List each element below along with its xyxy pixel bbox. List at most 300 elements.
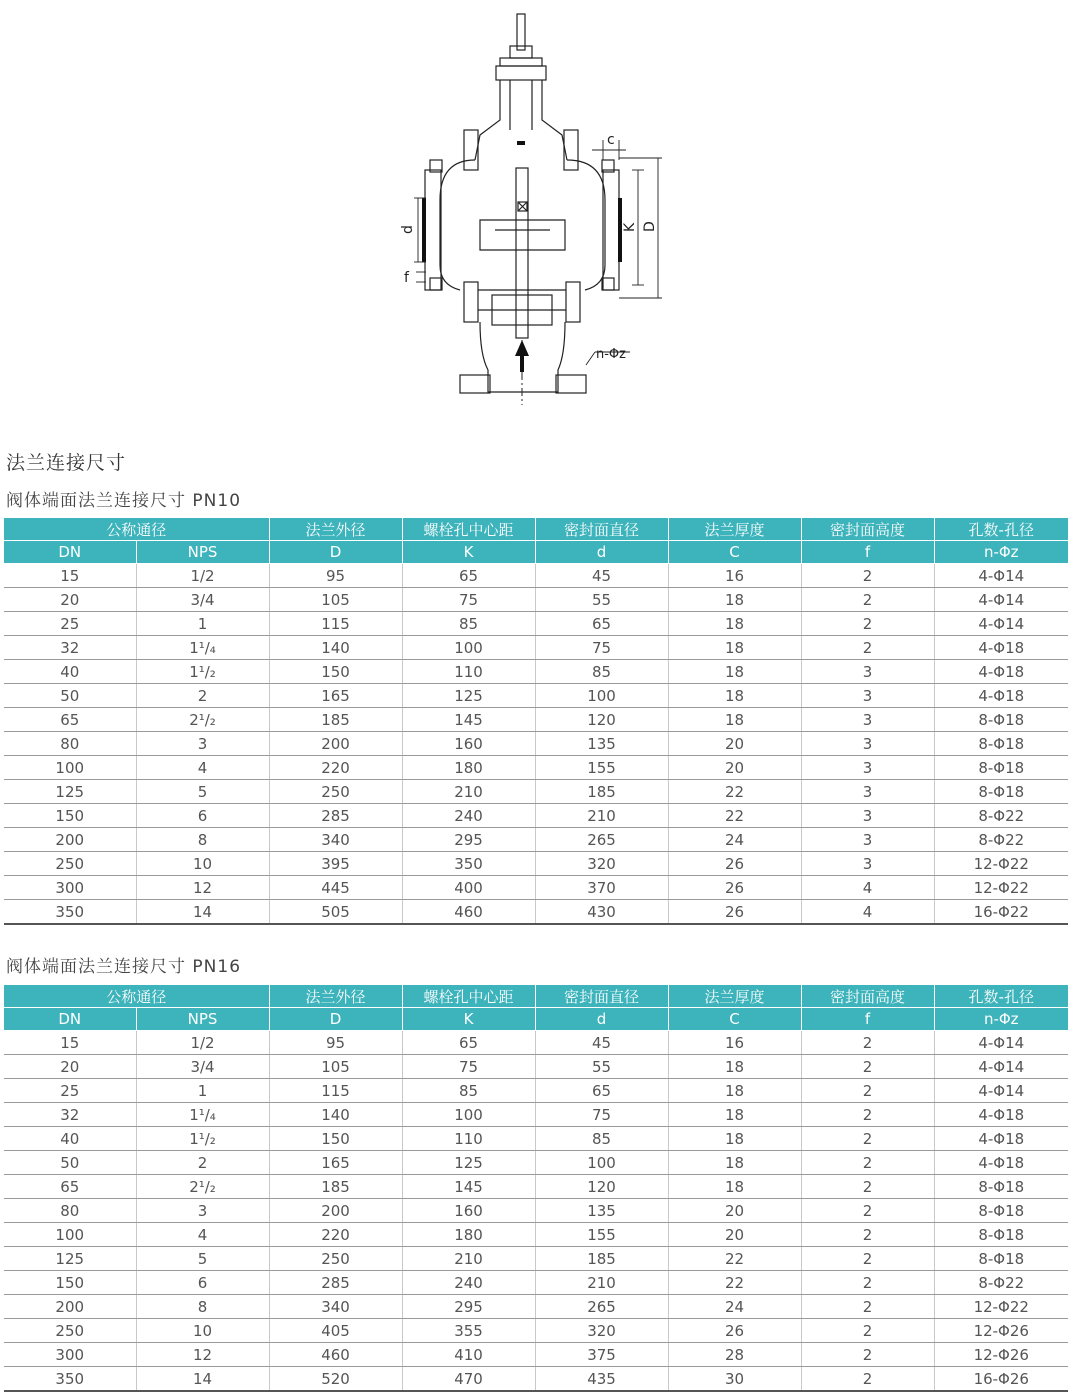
cell-dn: 80 xyxy=(4,1199,136,1223)
cell-flange-od: 105 xyxy=(269,1055,402,1079)
cell-holes: 8-Φ18 xyxy=(934,1199,1068,1223)
subheader-dn: DN xyxy=(4,541,136,564)
cell-bolt-circle: 125 xyxy=(402,1151,535,1175)
cell-dn: 250 xyxy=(4,852,136,876)
cell-dn: 80 xyxy=(4,732,136,756)
cell-flange-od: 285 xyxy=(269,1271,402,1295)
cell-seal-height: 2 xyxy=(801,1343,934,1367)
table-row xyxy=(4,1055,1068,1079)
subheader-k: K xyxy=(402,1008,535,1031)
table-row xyxy=(4,1031,1068,1055)
cell-seal-diameter: 100 xyxy=(535,1151,668,1175)
cell-flange-od: 285 xyxy=(269,804,402,828)
cell-seal-diameter: 75 xyxy=(535,636,668,660)
cell-holes: 12-Φ22 xyxy=(934,876,1068,900)
cell-flange-od: 340 xyxy=(269,1295,402,1319)
header-seal-diameter: 密封面直径 xyxy=(535,518,668,541)
cell-bolt-circle: 85 xyxy=(402,612,535,636)
cell-nps: 2 xyxy=(136,684,269,708)
cell-seal-diameter: 85 xyxy=(535,1127,668,1151)
cell-seal-diameter: 185 xyxy=(535,780,668,804)
cell-nps: 4 xyxy=(136,1223,269,1247)
cell-seal-diameter: 75 xyxy=(535,1103,668,1127)
section-title: 法兰连接尺寸 xyxy=(6,452,127,474)
cell-holes: 4-Φ14 xyxy=(934,1031,1068,1055)
cell-seal-height: 4 xyxy=(801,876,934,900)
table-row xyxy=(4,1223,1068,1247)
cell-bolt-circle: 295 xyxy=(402,828,535,852)
cell-seal-diameter: 210 xyxy=(535,1271,668,1295)
cell-bolt-circle: 160 xyxy=(402,732,535,756)
cell-holes: 16-Φ26 xyxy=(934,1367,1068,1392)
cell-dn: 350 xyxy=(4,900,136,925)
cell-seal-diameter: 155 xyxy=(535,756,668,780)
cell-nps: 14 xyxy=(136,900,269,925)
cell-bolt-circle: 350 xyxy=(402,852,535,876)
cell-flange-thickness: 20 xyxy=(668,1199,801,1223)
header-flange-thickness: 法兰厚度 xyxy=(668,985,801,1008)
cell-flange-thickness: 18 xyxy=(668,1175,801,1199)
cell-dn: 65 xyxy=(4,1175,136,1199)
cell-flange-thickness: 18 xyxy=(668,1079,801,1103)
cell-nps: 2¹/₂ xyxy=(136,1175,269,1199)
cell-dn: 200 xyxy=(4,828,136,852)
cell-flange-od: 150 xyxy=(269,1127,402,1151)
table-row xyxy=(4,1199,1068,1223)
header-nominal-diameter: 公称通径 xyxy=(4,518,269,541)
subheader-d-outer: D xyxy=(269,1008,402,1031)
cell-flange-od: 445 xyxy=(269,876,402,900)
cell-holes: 8-Φ18 xyxy=(934,732,1068,756)
cell-holes: 4-Φ18 xyxy=(934,1151,1068,1175)
subheader-n-phi-z: n-Φz xyxy=(934,541,1068,564)
subheader-c: C xyxy=(668,1008,801,1031)
cell-seal-diameter: 120 xyxy=(535,1175,668,1199)
cell-seal-diameter: 55 xyxy=(535,1055,668,1079)
cell-seal-diameter: 320 xyxy=(535,1319,668,1343)
cell-holes: 4-Φ14 xyxy=(934,1079,1068,1103)
cell-dn: 250 xyxy=(4,1319,136,1343)
cell-seal-diameter: 370 xyxy=(535,876,668,900)
cell-bolt-circle: 295 xyxy=(402,1295,535,1319)
table-row xyxy=(4,1127,1068,1151)
cell-holes: 4-Φ14 xyxy=(934,588,1068,612)
cell-holes: 8-Φ18 xyxy=(934,1223,1068,1247)
cell-seal-height: 3 xyxy=(801,732,934,756)
table-row xyxy=(4,852,1068,876)
subheader-k: K xyxy=(402,541,535,564)
cell-holes: 8-Φ18 xyxy=(934,756,1068,780)
header-flange-od: 法兰外径 xyxy=(269,985,402,1008)
cell-flange-thickness: 18 xyxy=(668,660,801,684)
cell-holes: 8-Φ22 xyxy=(934,804,1068,828)
cell-holes: 12-Φ22 xyxy=(934,852,1068,876)
flange-table-pn16 xyxy=(4,985,1068,1392)
cell-nps: 8 xyxy=(136,828,269,852)
subheader-f: f xyxy=(801,1008,934,1031)
cell-holes: 12-Φ26 xyxy=(934,1343,1068,1367)
cell-flange-od: 220 xyxy=(269,1223,402,1247)
dim-label-d: d xyxy=(400,225,416,234)
cell-bolt-circle: 65 xyxy=(402,1031,535,1055)
cell-seal-height: 2 xyxy=(801,1103,934,1127)
cell-nps: 3 xyxy=(136,1199,269,1223)
cell-seal-diameter: 265 xyxy=(535,1295,668,1319)
cell-flange-thickness: 24 xyxy=(668,828,801,852)
cell-dn: 20 xyxy=(4,1055,136,1079)
cell-dn: 200 xyxy=(4,1295,136,1319)
cell-bolt-circle: 180 xyxy=(402,1223,535,1247)
table-row xyxy=(4,804,1068,828)
cell-dn: 15 xyxy=(4,564,136,588)
table-row xyxy=(4,1247,1068,1271)
cell-flange-thickness: 18 xyxy=(668,708,801,732)
cell-holes: 4-Φ18 xyxy=(934,684,1068,708)
header-seal-height: 密封面高度 xyxy=(801,985,934,1008)
cell-dn: 40 xyxy=(4,660,136,684)
cell-seal-diameter: 320 xyxy=(535,852,668,876)
dim-label-f: f xyxy=(404,270,409,286)
cell-bolt-circle: 400 xyxy=(402,876,535,900)
cell-seal-height: 3 xyxy=(801,804,934,828)
cell-flange-od: 95 xyxy=(269,1031,402,1055)
cell-flange-thickness: 28 xyxy=(668,1343,801,1367)
table-row xyxy=(4,564,1068,588)
cell-flange-thickness: 26 xyxy=(668,852,801,876)
cell-holes: 4-Φ18 xyxy=(934,636,1068,660)
cell-holes: 4-Φ14 xyxy=(934,564,1068,588)
cell-holes: 4-Φ18 xyxy=(934,1127,1068,1151)
cell-seal-height: 3 xyxy=(801,828,934,852)
header-holes: 孔数-孔径 xyxy=(934,518,1068,541)
cell-seal-height: 2 xyxy=(801,1151,934,1175)
cell-bolt-circle: 210 xyxy=(402,780,535,804)
cell-bolt-circle: 355 xyxy=(402,1319,535,1343)
cell-seal-height: 2 xyxy=(801,1295,934,1319)
table-row xyxy=(4,1295,1068,1319)
cell-flange-od: 165 xyxy=(269,684,402,708)
cell-bolt-circle: 85 xyxy=(402,1079,535,1103)
cell-seal-height: 3 xyxy=(801,684,934,708)
dim-label-d-outer: D xyxy=(642,221,658,232)
cell-seal-height: 3 xyxy=(801,780,934,804)
cell-flange-thickness: 22 xyxy=(668,1247,801,1271)
table-row xyxy=(4,1175,1068,1199)
cell-bolt-circle: 110 xyxy=(402,1127,535,1151)
cell-flange-thickness: 16 xyxy=(668,564,801,588)
cell-seal-height: 3 xyxy=(801,660,934,684)
table-row xyxy=(4,636,1068,660)
table-row xyxy=(4,1271,1068,1295)
cell-dn: 40 xyxy=(4,1127,136,1151)
cell-seal-diameter: 135 xyxy=(535,732,668,756)
cell-nps: 1/2 xyxy=(136,564,269,588)
cell-dn: 100 xyxy=(4,756,136,780)
table-row xyxy=(4,780,1068,804)
cell-flange-od: 165 xyxy=(269,1151,402,1175)
cell-nps: 12 xyxy=(136,1343,269,1367)
cell-bolt-circle: 240 xyxy=(402,804,535,828)
cell-bolt-circle: 410 xyxy=(402,1343,535,1367)
header-seal-height: 密封面高度 xyxy=(801,518,934,541)
table-row xyxy=(4,900,1068,925)
cell-nps: 10 xyxy=(136,1319,269,1343)
cell-nps: 1¹/₂ xyxy=(136,660,269,684)
cell-holes: 8-Φ22 xyxy=(934,828,1068,852)
cell-flange-od: 505 xyxy=(269,900,402,925)
cell-dn: 32 xyxy=(4,636,136,660)
cell-flange-od: 340 xyxy=(269,828,402,852)
subheader-nps: NPS xyxy=(136,541,269,564)
cell-flange-od: 395 xyxy=(269,852,402,876)
cell-seal-diameter: 155 xyxy=(535,1223,668,1247)
cell-seal-height: 2 xyxy=(801,1199,934,1223)
cell-holes: 4-Φ18 xyxy=(934,660,1068,684)
dim-label-n-phi-z: n-Φz xyxy=(596,347,626,362)
valve-drawing xyxy=(400,10,680,410)
cell-flange-thickness: 26 xyxy=(668,900,801,925)
cell-bolt-circle: 100 xyxy=(402,636,535,660)
cell-dn: 300 xyxy=(4,1343,136,1367)
cell-bolt-circle: 125 xyxy=(402,684,535,708)
cell-seal-diameter: 435 xyxy=(535,1367,668,1392)
cell-flange-thickness: 20 xyxy=(668,732,801,756)
cell-flange-od: 250 xyxy=(269,780,402,804)
subheader-c: C xyxy=(668,541,801,564)
cell-nps: 2¹/₂ xyxy=(136,708,269,732)
cell-dn: 65 xyxy=(4,708,136,732)
cell-seal-height: 2 xyxy=(801,1127,934,1151)
cell-seal-height: 2 xyxy=(801,1055,934,1079)
cell-flange-od: 250 xyxy=(269,1247,402,1271)
cell-seal-height: 2 xyxy=(801,564,934,588)
cell-dn: 100 xyxy=(4,1223,136,1247)
cell-nps: 4 xyxy=(136,756,269,780)
cell-holes: 8-Φ18 xyxy=(934,1247,1068,1271)
cell-seal-height: 3 xyxy=(801,756,934,780)
cell-nps: 12 xyxy=(136,876,269,900)
cell-bolt-circle: 110 xyxy=(402,660,535,684)
cell-holes: 16-Φ22 xyxy=(934,900,1068,925)
cell-flange-thickness: 20 xyxy=(668,1223,801,1247)
header-holes: 孔数-孔径 xyxy=(934,985,1068,1008)
cell-flange-thickness: 22 xyxy=(668,1271,801,1295)
header-seal-diameter: 密封面直径 xyxy=(535,985,668,1008)
cell-seal-height: 2 xyxy=(801,1079,934,1103)
cell-flange-od: 520 xyxy=(269,1367,402,1392)
cell-seal-diameter: 45 xyxy=(535,564,668,588)
header-flange-thickness: 法兰厚度 xyxy=(668,518,801,541)
cell-holes: 4-Φ14 xyxy=(934,612,1068,636)
cell-dn: 350 xyxy=(4,1367,136,1392)
cell-dn: 50 xyxy=(4,684,136,708)
cell-flange-od: 185 xyxy=(269,1175,402,1199)
subheader-f: f xyxy=(801,541,934,564)
cell-seal-height: 2 xyxy=(801,1367,934,1392)
cell-flange-od: 115 xyxy=(269,1079,402,1103)
cell-seal-diameter: 185 xyxy=(535,1247,668,1271)
cell-holes: 8-Φ18 xyxy=(934,780,1068,804)
cell-flange-thickness: 26 xyxy=(668,876,801,900)
cell-flange-od: 140 xyxy=(269,1103,402,1127)
cell-nps: 3/4 xyxy=(136,1055,269,1079)
cell-bolt-circle: 180 xyxy=(402,756,535,780)
cell-bolt-circle: 240 xyxy=(402,1271,535,1295)
cell-seal-diameter: 45 xyxy=(535,1031,668,1055)
table-row xyxy=(4,876,1068,900)
cell-flange-thickness: 18 xyxy=(668,636,801,660)
cell-dn: 50 xyxy=(4,1151,136,1175)
cell-seal-height: 2 xyxy=(801,1175,934,1199)
cell-nps: 5 xyxy=(136,1247,269,1271)
cell-nps: 14 xyxy=(136,1367,269,1392)
cell-bolt-circle: 470 xyxy=(402,1367,535,1392)
cell-flange-thickness: 18 xyxy=(668,684,801,708)
cell-flange-od: 140 xyxy=(269,636,402,660)
table-row xyxy=(4,708,1068,732)
cell-flange-thickness: 18 xyxy=(668,588,801,612)
cell-bolt-circle: 100 xyxy=(402,1103,535,1127)
cell-seal-diameter: 85 xyxy=(535,660,668,684)
cell-flange-thickness: 22 xyxy=(668,780,801,804)
cell-seal-diameter: 55 xyxy=(535,588,668,612)
cell-dn: 125 xyxy=(4,780,136,804)
cell-flange-thickness: 18 xyxy=(668,1055,801,1079)
cell-seal-height: 2 xyxy=(801,1271,934,1295)
cell-holes: 4-Φ18 xyxy=(934,1103,1068,1127)
cell-flange-thickness: 30 xyxy=(668,1367,801,1392)
cell-seal-height: 2 xyxy=(801,588,934,612)
cell-flange-od: 115 xyxy=(269,612,402,636)
cell-bolt-circle: 145 xyxy=(402,1175,535,1199)
cell-flange-thickness: 24 xyxy=(668,1295,801,1319)
cell-nps: 6 xyxy=(136,804,269,828)
cell-flange-thickness: 18 xyxy=(668,1151,801,1175)
subheader-dn: DN xyxy=(4,1008,136,1031)
table-row xyxy=(4,1151,1068,1175)
table-row xyxy=(4,588,1068,612)
cell-bolt-circle: 65 xyxy=(402,564,535,588)
subheader-n-phi-z: n-Φz xyxy=(934,1008,1068,1031)
cell-flange-thickness: 18 xyxy=(668,1103,801,1127)
cell-nps: 1 xyxy=(136,1079,269,1103)
subheader-d: d xyxy=(535,541,668,564)
cell-nps: 1¹/₄ xyxy=(136,1103,269,1127)
cell-dn: 150 xyxy=(4,1271,136,1295)
cell-seal-diameter: 430 xyxy=(535,900,668,925)
cell-holes: 8-Φ18 xyxy=(934,1175,1068,1199)
cell-seal-height: 4 xyxy=(801,900,934,925)
table-title-pn16: 阀体端面法兰连接尺寸 PN16 xyxy=(6,957,242,977)
cell-nps: 2 xyxy=(136,1151,269,1175)
table-row xyxy=(4,1343,1068,1367)
cell-bolt-circle: 460 xyxy=(402,900,535,925)
table-row xyxy=(4,756,1068,780)
cell-nps: 1¹/₂ xyxy=(136,1127,269,1151)
cell-nps: 3/4 xyxy=(136,588,269,612)
cell-bolt-circle: 75 xyxy=(402,1055,535,1079)
cell-flange-od: 460 xyxy=(269,1343,402,1367)
table-row xyxy=(4,828,1068,852)
cell-seal-height: 2 xyxy=(801,1319,934,1343)
cell-bolt-circle: 75 xyxy=(402,588,535,612)
table-row xyxy=(4,1367,1068,1392)
cell-seal-diameter: 210 xyxy=(535,804,668,828)
cell-dn: 32 xyxy=(4,1103,136,1127)
cell-nps: 1/2 xyxy=(136,1031,269,1055)
cell-nps: 10 xyxy=(136,852,269,876)
cell-bolt-circle: 210 xyxy=(402,1247,535,1271)
header-bolt-circle: 螺栓孔中心距 xyxy=(402,985,535,1008)
table-row xyxy=(4,660,1068,684)
dim-label-k: K xyxy=(622,222,638,232)
cell-flange-od: 105 xyxy=(269,588,402,612)
cell-dn: 25 xyxy=(4,612,136,636)
cell-holes: 4-Φ14 xyxy=(934,1055,1068,1079)
cell-flange-od: 405 xyxy=(269,1319,402,1343)
cell-flange-thickness: 16 xyxy=(668,1031,801,1055)
cell-nps: 1 xyxy=(136,612,269,636)
cell-nps: 8 xyxy=(136,1295,269,1319)
cell-holes: 8-Φ18 xyxy=(934,708,1068,732)
cell-seal-diameter: 120 xyxy=(535,708,668,732)
dim-label-c: c xyxy=(607,132,615,148)
table-row xyxy=(4,1319,1068,1343)
table-title-pn10: 阀体端面法兰连接尺寸 PN10 xyxy=(6,491,242,511)
table-row xyxy=(4,612,1068,636)
cell-holes: 12-Φ26 xyxy=(934,1319,1068,1343)
cell-nps: 5 xyxy=(136,780,269,804)
cell-flange-od: 200 xyxy=(269,1199,402,1223)
table-row xyxy=(4,1079,1068,1103)
cell-seal-diameter: 65 xyxy=(535,612,668,636)
cell-flange-od: 185 xyxy=(269,708,402,732)
table-row xyxy=(4,1103,1068,1127)
cell-holes: 8-Φ22 xyxy=(934,1271,1068,1295)
cell-holes: 12-Φ22 xyxy=(934,1295,1068,1319)
cell-dn: 300 xyxy=(4,876,136,900)
header-flange-od: 法兰外径 xyxy=(269,518,402,541)
cell-seal-diameter: 135 xyxy=(535,1199,668,1223)
cell-nps: 3 xyxy=(136,732,269,756)
cell-nps: 6 xyxy=(136,1271,269,1295)
subheader-nps: NPS xyxy=(136,1008,269,1031)
header-nominal-diameter: 公称通径 xyxy=(4,985,269,1008)
cell-flange-thickness: 18 xyxy=(668,612,801,636)
cell-dn: 15 xyxy=(4,1031,136,1055)
cell-dn: 25 xyxy=(4,1079,136,1103)
cell-seal-height: 3 xyxy=(801,852,934,876)
cell-flange-od: 220 xyxy=(269,756,402,780)
cell-seal-height: 3 xyxy=(801,708,934,732)
subheader-d: d xyxy=(535,1008,668,1031)
cell-flange-thickness: 26 xyxy=(668,1319,801,1343)
cell-dn: 150 xyxy=(4,804,136,828)
cell-flange-thickness: 18 xyxy=(668,1127,801,1151)
cell-seal-diameter: 375 xyxy=(535,1343,668,1367)
cell-flange-thickness: 20 xyxy=(668,756,801,780)
cell-dn: 20 xyxy=(4,588,136,612)
table-row xyxy=(4,732,1068,756)
flange-table-pn10 xyxy=(4,518,1068,925)
table-row xyxy=(4,684,1068,708)
cell-seal-height: 2 xyxy=(801,1223,934,1247)
cell-seal-diameter: 65 xyxy=(535,1079,668,1103)
cell-seal-height: 2 xyxy=(801,1031,934,1055)
subheader-d-outer: D xyxy=(269,541,402,564)
cell-flange-od: 200 xyxy=(269,732,402,756)
cell-seal-diameter: 100 xyxy=(535,684,668,708)
